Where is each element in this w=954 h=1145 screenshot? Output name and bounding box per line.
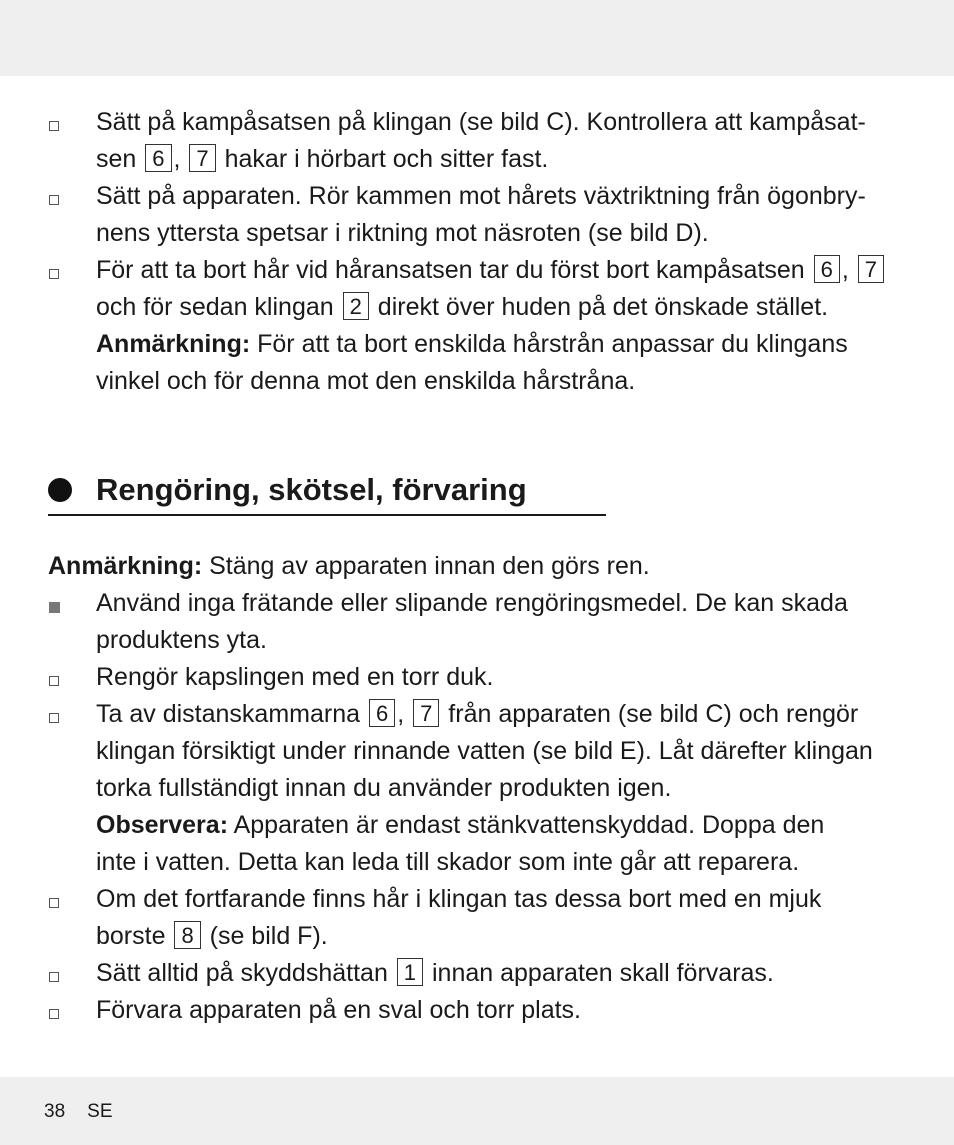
list-item-line [96,326,848,363]
checkbox-bullet-icon [49,676,59,686]
list-item-line [96,363,635,400]
list-item-line [96,733,873,770]
text-run: Sätt på apparaten. Rör kammen mot hårets växtriktning från ögonbry- [96,182,866,210]
list-item-line [96,918,328,955]
text-run: borste [96,922,173,950]
text-run: vinkel och för denna mot den enskilda hårstråna. [96,367,636,395]
text-run: innan apparaten skall förvaras. [425,959,774,987]
part-reference-box: 6 [145,144,171,172]
text-run: nens yttersta spetsar i riktning mot näsroten (se bild D). [96,219,709,247]
list-item-line [96,252,886,289]
part-reference-box: 2 [343,292,369,320]
text-run: , [397,700,412,728]
text-run: och för sedan klingan [96,293,341,321]
text-run: klingan försiktigt under rinnande vatten (se bild E). Låt därefter klingan [96,737,873,765]
part-reference-box: 6 [369,699,395,727]
checkbox-bullet-icon [49,898,59,908]
list-item-line [96,178,866,215]
list-item-line [96,770,671,807]
text-run: från apparaten (se bild C) och rengör [441,700,859,728]
language-code: SE [87,1101,113,1122]
text-run: produktens yta. [96,626,267,654]
part-reference-box: 7 [189,144,215,172]
list-item-line [96,696,858,733]
part-reference-box: 7 [413,699,439,727]
text-run: Apparaten är endast stänkvattenskyddad. Doppa den [228,811,825,839]
text-run: Sätt alltid på skyddshättan [96,959,395,987]
part-reference-box: 6 [814,255,840,283]
note-label: Anmärkning: [96,330,251,358]
checkbox-bullet-icon [49,269,59,279]
text-run: hakar i hörbart och sitter fast. [217,145,549,173]
list-item-line [96,659,493,696]
list-item-line [96,289,828,326]
text-run: För att ta bort hår vid håransatsen tar du först bort kampåsatsen [96,256,812,284]
section-heading-text: Rengöring, skötsel, förvaring [96,472,527,507]
note-text: Stäng av apparaten innan den görs ren. [202,552,650,580]
checkbox-bullet-icon [49,1009,59,1019]
list-item-line [96,622,267,659]
page-footer-band [0,1077,954,1145]
section-heading [48,470,606,516]
list-item-line [96,104,866,141]
list-item-line [96,585,848,622]
text-run: direkt över huden på det önskade stället. [370,293,829,321]
text-run: Använd inga frätande eller slipande rengöringsmedel. De kan skada [96,589,848,617]
text-run: Ta av distanskammarna [96,700,367,728]
page-number: 38 [44,1101,66,1122]
checkbox-bullet-icon [49,972,59,982]
list-item-line [96,215,709,252]
filled-square-bullet-icon [49,602,60,613]
text-run: torka fullständigt innan du använder produkten igen. [96,774,672,802]
text-run: Rengör kapslingen med en torr duk. [96,663,494,691]
text-run: , [173,145,188,173]
list-item-line [96,141,548,178]
text-run: Förvara apparaten på en sval och torr plats. [96,996,581,1024]
part-reference-box: 8 [174,921,200,949]
checkbox-bullet-icon [49,713,59,723]
text-run: , [841,256,856,284]
note-label: Anmärkning: [48,552,203,580]
list-item-line [96,955,774,992]
text-run: Om det fortfarande finns hår i klingan tas dessa bort med en mjuk [96,885,822,913]
list-item-line [96,992,581,1029]
page-footer [44,1101,113,1123]
cleaning-note [48,548,650,585]
text-run: För att ta bort enskilda hårstrån anpassar du klingans [250,330,848,358]
text-run: Sätt på kampåsatsen på klingan (se bild C). Kontrollera att kampåsat- [96,108,866,136]
text-run: sen [96,145,144,173]
note-label: Observera: [96,811,229,839]
text-run: inte i vatten. Detta kan leda till skador som inte går att reparera. [96,848,800,876]
part-reference-box: 1 [397,958,423,986]
list-item-line [96,844,799,881]
list-item-line [96,807,824,844]
heading-bullet-dot [48,478,72,502]
list-item-line [96,881,821,918]
page-header-band [0,0,954,76]
checkbox-bullet-icon [49,195,59,205]
part-reference-box: 7 [858,255,884,283]
checkbox-bullet-icon [49,121,59,131]
text-run: (se bild F). [202,922,328,950]
